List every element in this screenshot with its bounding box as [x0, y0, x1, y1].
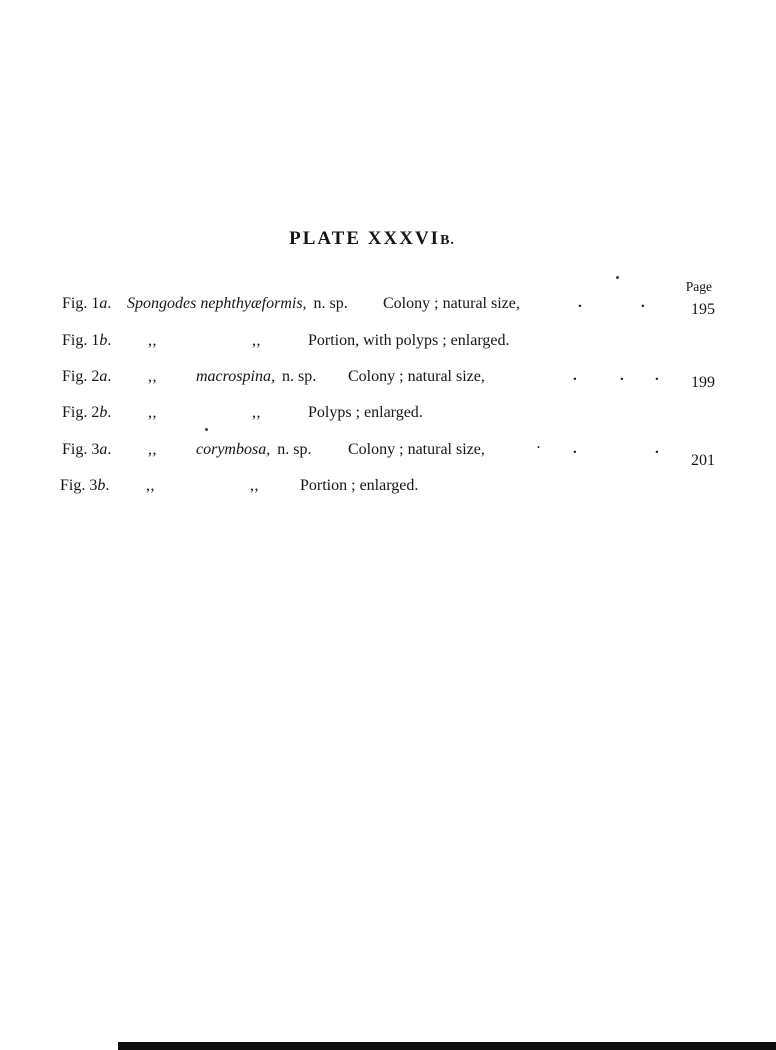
figure-label: Fig. 3a. — [62, 441, 112, 458]
figure-description: Portion ; enlarged. — [300, 477, 419, 494]
figure-description: Colony ; natural size, — [348, 368, 485, 385]
figure-label: Fig. 1a. — [62, 295, 112, 312]
figure-description: Polyps ; enlarged. — [308, 404, 423, 421]
figure-entry-3a — [0, 437, 776, 469]
leader-dot: . — [620, 368, 624, 384]
figure-label: Fig. 2b. — [62, 404, 112, 421]
scan-edge-shadow — [118, 1042, 776, 1050]
scan-speck — [616, 276, 619, 279]
figure-entry-1a — [0, 295, 776, 319]
figure-label: Fig. 3b. — [60, 477, 110, 494]
ditto-mark: ,, — [148, 368, 157, 385]
ditto-mark: ,, — [148, 404, 157, 421]
figure-entry-1b — [0, 332, 776, 356]
plate-title-main: PLATE XXXVI — [289, 228, 441, 249]
ditto-mark: ,, — [146, 477, 155, 494]
page-number: 195 — [691, 301, 715, 318]
leader-dot: . — [655, 368, 659, 384]
leader-dot: . — [578, 295, 582, 311]
species-name: Spongodes nephthyæformis, n. sp. — [127, 295, 348, 312]
plate-title-suffix: B. — [440, 233, 455, 248]
page-number: 201 — [691, 452, 715, 469]
leader-dot: . — [573, 441, 577, 457]
figure-description: Portion, with polyps ; enlarged. — [308, 332, 510, 349]
species-name: corymbosa, n. sp. — [196, 441, 312, 458]
ditto-mark: ,, — [148, 332, 157, 349]
figure-entry-2a — [0, 368, 776, 392]
ditto-mark: ,, — [252, 404, 261, 421]
figure-entry-3b — [0, 477, 776, 501]
ditto-mark: ,, — [148, 441, 157, 458]
species-name: macrospina, n. sp. — [196, 368, 317, 385]
leader-dot: . — [573, 368, 577, 384]
ditto-mark: ,, — [250, 477, 259, 494]
leader-dot: . — [655, 441, 659, 457]
leader-dot: . — [537, 437, 540, 451]
figure-description: Colony ; natural size, — [348, 441, 485, 458]
figure-label: Fig. 1b. — [62, 332, 112, 349]
page-column-header: Page — [685, 279, 712, 294]
figure-description: Colony ; natural size, — [383, 295, 520, 312]
figure-entry-2b — [0, 404, 776, 428]
leader-dot: . — [641, 295, 645, 311]
ditto-mark: ,, — [252, 332, 261, 349]
page-number: 199 — [691, 374, 715, 391]
plate-title — [0, 228, 744, 250]
scan-speck — [205, 428, 208, 431]
figure-label: Fig. 2a. — [62, 368, 112, 385]
